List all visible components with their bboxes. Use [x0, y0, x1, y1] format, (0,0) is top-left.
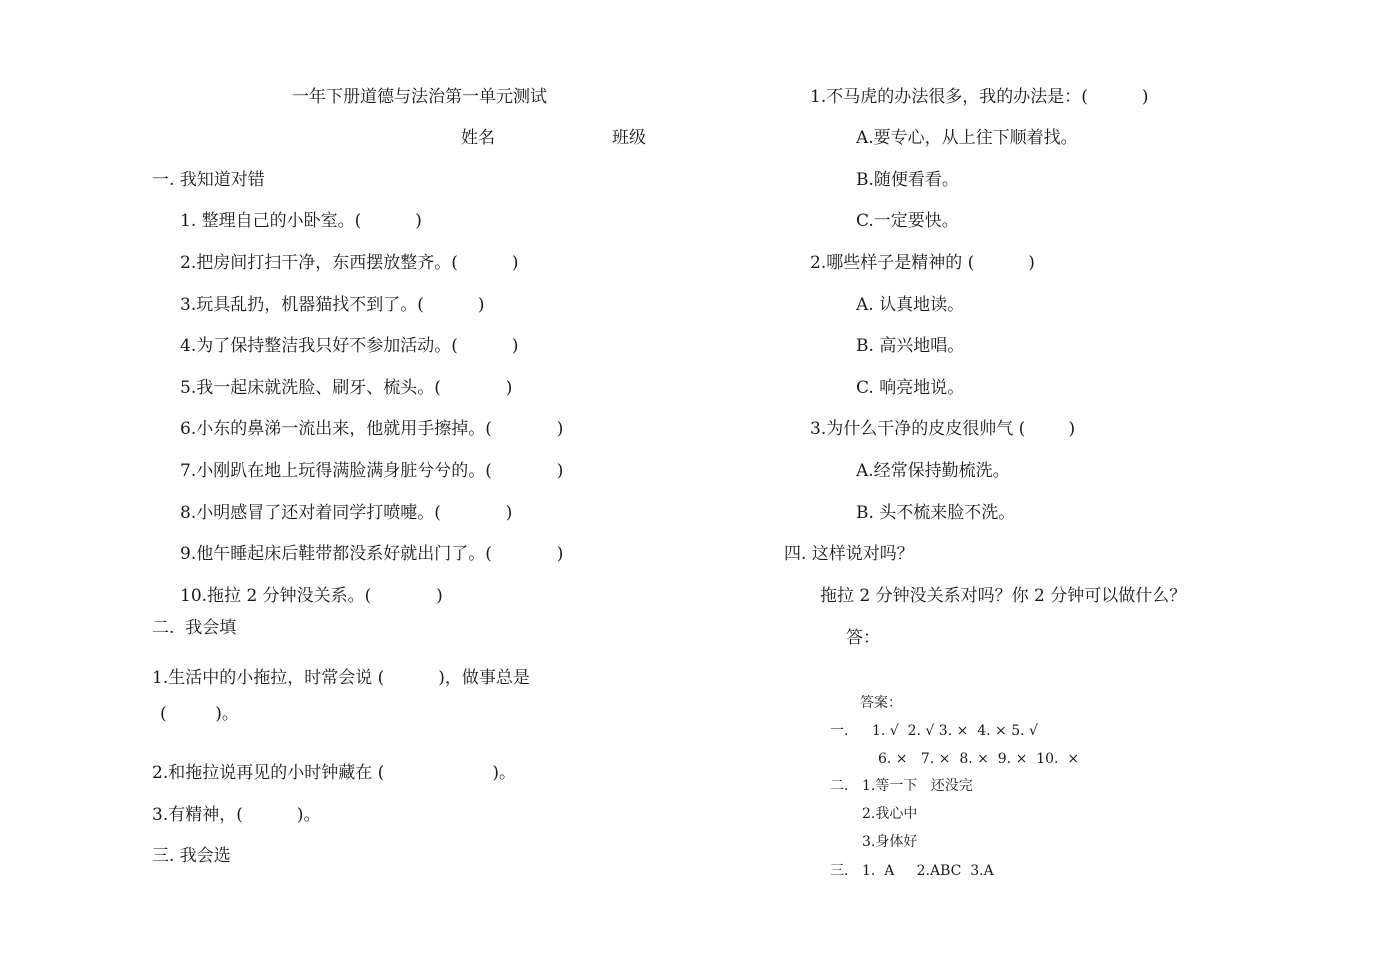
answers-title: 答案：	[860, 695, 902, 711]
s3-q2-option-a: A. 认真地读。	[856, 295, 965, 315]
answers-s2-line1: 1.等一下 还没完	[862, 778, 973, 794]
s1-item-6: 6.小东的鼻涕一流出来，他就用手擦掉。( )	[180, 419, 564, 439]
s3-q3-option-b: B. 头不梳来脸不洗。	[856, 503, 1016, 523]
s1-item-2: 2.把房间打扫干净，东西摆放整齐。( )	[180, 253, 519, 273]
s1-item-7: 7.小刚趴在地上玩得满脸满身脏兮兮的。( )	[180, 461, 564, 481]
s1-item-8: 8.小明感冒了还对着同学打喷嚏。( )	[180, 503, 513, 523]
class-label: 班级	[612, 128, 646, 148]
section-3-heading: 三. 我会选	[152, 846, 231, 866]
s4-question: 拖拉 2 分钟没关系对吗？你 2 分钟可以做什么？	[820, 586, 1187, 606]
answers-s3-line: 1. A 2.ABC 3.A	[862, 863, 994, 879]
s1-item-1: 1. 整理自己的小卧室。( )	[180, 211, 422, 231]
s4-answer-label: 答：	[846, 628, 880, 648]
answers-s3-label: 三.	[830, 863, 849, 879]
s2-item-3: 3.有精神，( )。	[152, 805, 321, 825]
section-4-heading: 四. 这样说对吗？	[784, 544, 914, 564]
s3-question-3: 3.为什么干净的皮皮很帅气 ( )	[810, 419, 1076, 439]
page-title: 一年下册道德与法治第一单元测试	[292, 87, 547, 107]
s3-question-2: 2.哪些样子是精神的 ( )	[810, 253, 1035, 273]
s1-item-9: 9.他午睡起床后鞋带都没系好就出门了。( )	[180, 544, 564, 564]
s3-q2-option-b: B. 高兴地唱。	[856, 336, 965, 356]
s2-item-2: 2.和拖拉说再见的小时钟藏在 ( )。	[152, 763, 516, 783]
s3-q1-option-a: A.要专心，从上往下顺着找。	[856, 128, 1078, 148]
section-1-heading: 一. 我知道对错	[152, 170, 265, 190]
answers-s1-line2: 6. × 7. × 8. × 9. × 10. ×	[878, 751, 1080, 767]
s1-item-3: 3.玩具乱扔，机器猫找不到了。( )	[180, 295, 485, 315]
s2-item-1: 1.生活中的小拖拉，时常会说 ( )，做事总是	[152, 668, 530, 688]
s2-item-1-cont: ( )。	[160, 704, 239, 724]
s3-q3-option-a: A.经常保持勤梳洗。	[856, 461, 1010, 481]
answers-s1-line1: 1. √ 2. √ 3. × 4. × 5. √	[872, 723, 1038, 739]
answers-s1-label: 一.	[830, 723, 849, 739]
answers-s2-line2: 2.我心中	[862, 806, 918, 822]
s3-q1-option-b: B.随便看看。	[856, 170, 959, 190]
name-label: 姓名	[461, 128, 495, 148]
s1-item-5: 5.我一起床就洗脸、刷牙、梳头。( )	[180, 378, 513, 398]
s3-question-1: 1.不马虎的办法很多，我的办法是：( )	[810, 87, 1149, 107]
section-2-heading: 二. 我会填	[152, 618, 237, 638]
answers-s2-line3: 3.身体好	[862, 834, 918, 850]
s3-q2-option-c: C. 响亮地说。	[856, 378, 965, 398]
s1-item-10: 10.拖拉 2 分钟没关系。( )	[180, 586, 443, 606]
s1-item-4: 4.为了保持整洁我只好不参加活动。( )	[180, 336, 519, 356]
answers-s2-label: 二.	[830, 778, 849, 794]
s3-q1-option-c: C.一定要快。	[856, 211, 959, 231]
